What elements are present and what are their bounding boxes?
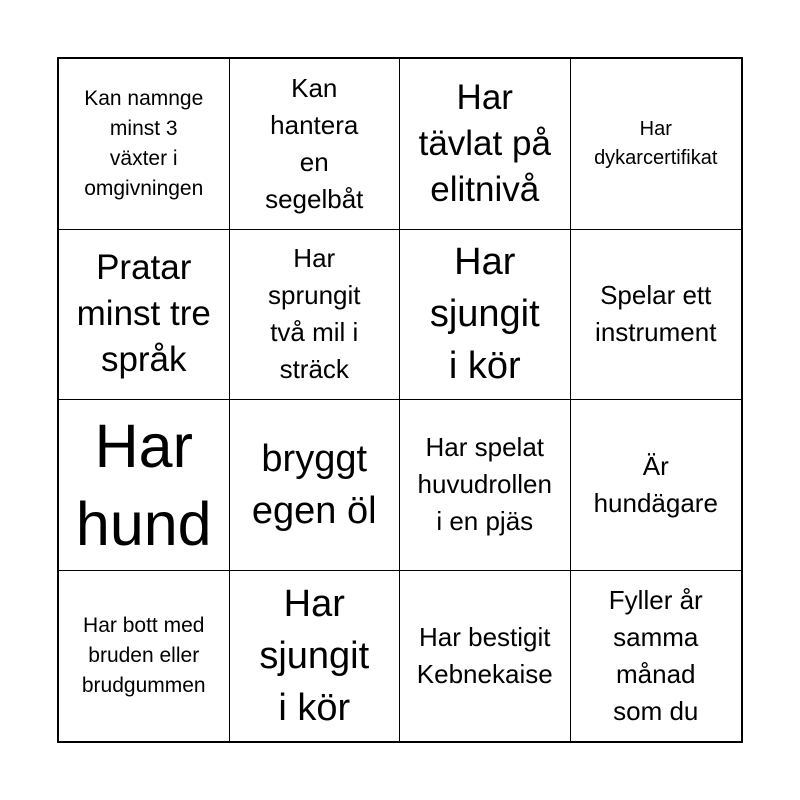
bingo-cell-1-4[interactable] <box>571 59 742 230</box>
cell-label: Har sjungit i kör <box>259 582 370 729</box>
cell-label: Har spelat huvudrollen i en pjäs <box>417 432 552 537</box>
cell-label: bryggt egen öl <box>251 437 377 532</box>
bingo-cell-2-4[interactable] <box>571 230 742 401</box>
cell-label: Pratar minst tre språk <box>76 248 211 380</box>
bingo-cell-1-2[interactable] <box>230 59 401 230</box>
cell-label: Kan namnge minst 3 växter i omgivningen <box>84 86 204 200</box>
cell-label: Fyller år samma månad som du <box>608 584 703 726</box>
cell-label: Har sprungit två mil i sträck <box>268 243 361 385</box>
cell-label: Har bestigit Kebnekaise <box>416 621 553 689</box>
bingo-cell-2-1[interactable] <box>59 230 230 401</box>
bingo-cell-2-2[interactable] <box>230 230 401 401</box>
cell-label: Har sjungit i kör <box>429 241 540 388</box>
cell-label: Kan hantera en segelbåt <box>265 72 364 214</box>
cell-label: Har tävlat på elitnivå <box>418 77 551 209</box>
bingo-board <box>57 57 743 743</box>
cell-label: Spelar ett instrument <box>595 280 717 348</box>
bingo-cell-4-4[interactable] <box>571 571 742 742</box>
bingo-cell-3-4[interactable] <box>571 400 742 571</box>
cell-label: Har dykarcertifikat <box>594 117 718 169</box>
cell-label: Har bott med bruden eller brudgummen <box>81 613 206 697</box>
bingo-cell-3-1[interactable] <box>59 400 230 571</box>
cell-label: Har hund <box>75 411 212 558</box>
bingo-cell-2-3[interactable] <box>400 230 571 401</box>
bingo-cell-4-2[interactable] <box>230 571 401 742</box>
bingo-cell-3-3[interactable] <box>400 400 571 571</box>
cell-label: Är hundägare <box>593 450 718 518</box>
bingo-cell-4-3[interactable] <box>400 571 571 742</box>
bingo-cell-1-3[interactable] <box>400 59 571 230</box>
bingo-cell-4-1[interactable] <box>59 571 230 742</box>
bingo-cell-1-1[interactable] <box>59 59 230 230</box>
bingo-cell-3-2[interactable] <box>230 400 401 571</box>
